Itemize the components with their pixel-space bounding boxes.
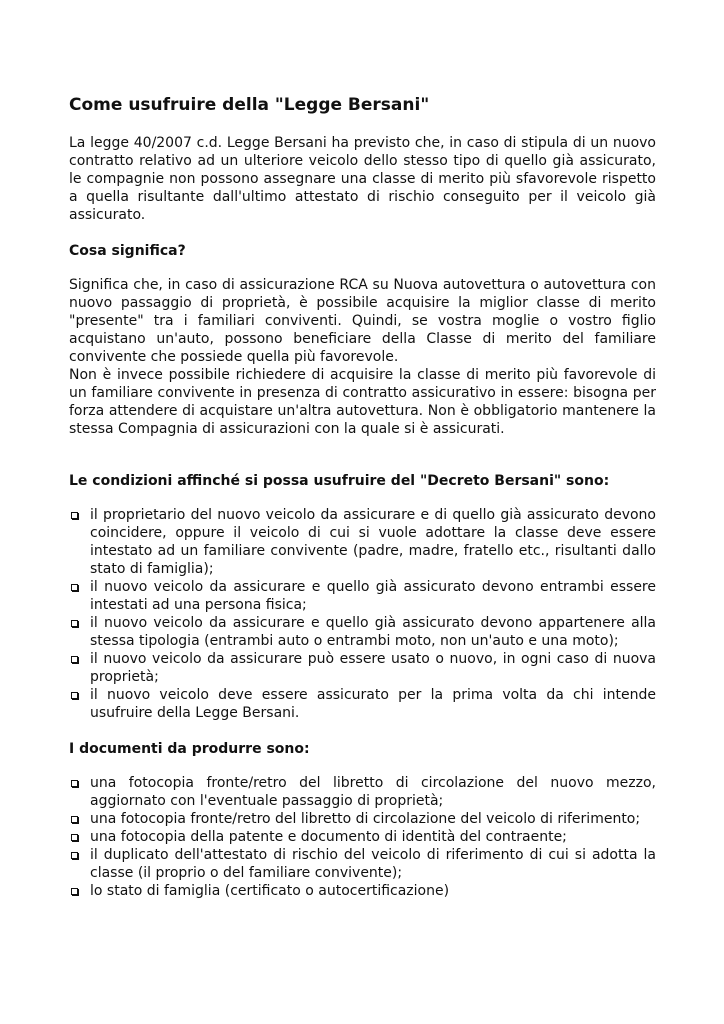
checkbox-bullet-icon bbox=[71, 656, 78, 663]
document-title: Come usufruire della "Legge Bersani" bbox=[69, 95, 430, 115]
checkbox-bullet-icon bbox=[71, 852, 78, 859]
checkbox-bullet-icon bbox=[71, 816, 78, 823]
meaning-paragraph-2: Non è invece possibile richiedere di acquisire la classe di merito più favorevole di un familiare convivente in presenza di contratto assicurativo in essere: bisogna per forza attendere di acquistare un'altra autovettura. Non è obbligatorio mantenere la stessa Compagnia di assicurazioni con la quale si è assicurati. bbox=[69, 367, 656, 437]
list-item: il nuovo veicolo da assicurare e quello già assicurato devono appartenere alla stessa tipologia (entrambi auto o entrambi moto, non un'auto e una moto); bbox=[69, 614, 656, 650]
list-item: il duplicato dell'attestato di rischio del veicolo di riferimento di cui si adotta la classe (il proprio o del familiare convivente); bbox=[69, 846, 656, 882]
section-heading-documents: I documenti da produrre sono: bbox=[69, 741, 310, 757]
list-item: il proprietario del nuovo veicolo da assicurare e di quello già assicurato devono coincidere, oppure il veicolo di cui si vuole adottare la classe deve essere intestato ad un familiare convivente (padre, madre, fratello etc., risultanti dallo stato di famiglia); bbox=[69, 506, 656, 578]
intro-paragraph: La legge 40/2007 c.d. Legge Bersani ha previsto che, in caso di stipula di un nuovo contratto relativo ad un ulteriore veicolo dello stesso tipo di quello già assicurato, le compagnie non possono assegnare una classe di merito più sfavorevole rispetto a quella risultante dall'ultimo attestato di rischio conseguito per il veicolo già assicurato. bbox=[69, 135, 656, 223]
checkbox-bullet-icon bbox=[71, 888, 78, 895]
list-item: lo stato di famiglia (certificato o autocertificazione) bbox=[69, 882, 656, 900]
list-item: una fotocopia fronte/retro del libretto di circolazione del nuovo mezzo, aggiornato con l'eventuale passaggio di proprietà; bbox=[69, 774, 656, 810]
documents-list bbox=[69, 774, 656, 900]
checkbox-bullet-icon bbox=[71, 780, 78, 787]
conditions-list bbox=[69, 506, 656, 722]
checkbox-bullet-icon bbox=[71, 692, 78, 699]
checkbox-bullet-icon bbox=[71, 834, 78, 841]
checkbox-bullet-icon bbox=[71, 620, 78, 627]
list-item: il nuovo veicolo da assicurare e quello già assicurato devono entrambi essere intestati ad una persona fisica; bbox=[69, 578, 656, 614]
list-item: il nuovo veicolo da assicurare può essere usato o nuovo, in ogni caso di nuova proprietà; bbox=[69, 650, 656, 686]
checkbox-bullet-icon bbox=[71, 512, 78, 519]
document-page bbox=[69, 94, 656, 900]
section-heading-meaning: Cosa significa? bbox=[69, 243, 186, 259]
section-heading-conditions: Le condizioni affinché si possa usufruire del "Decreto Bersani" sono: bbox=[69, 473, 610, 489]
list-item: una fotocopia fronte/retro del libretto di circolazione del veicolo di riferimento; bbox=[69, 810, 656, 828]
list-item: il nuovo veicolo deve essere assicurato per la prima volta da chi intende usufruire della Legge Bersani. bbox=[69, 686, 656, 722]
list-item: una fotocopia della patente e documento di identità del contraente; bbox=[69, 828, 656, 846]
meaning-paragraph-1: Significa che, in caso di assicurazione RCA su Nuova autovettura o autovettura con nuovo passaggio di proprietà, è possibile acquisire la miglior classe di merito "presente" tra i familiari conviventi. Quindi, se vostra moglie o vostro figlio acquistano un'auto, possono beneficiare della Classe di merito del familiare convivente che possiede quella più favorevole. bbox=[69, 277, 656, 365]
checkbox-bullet-icon bbox=[71, 584, 78, 591]
